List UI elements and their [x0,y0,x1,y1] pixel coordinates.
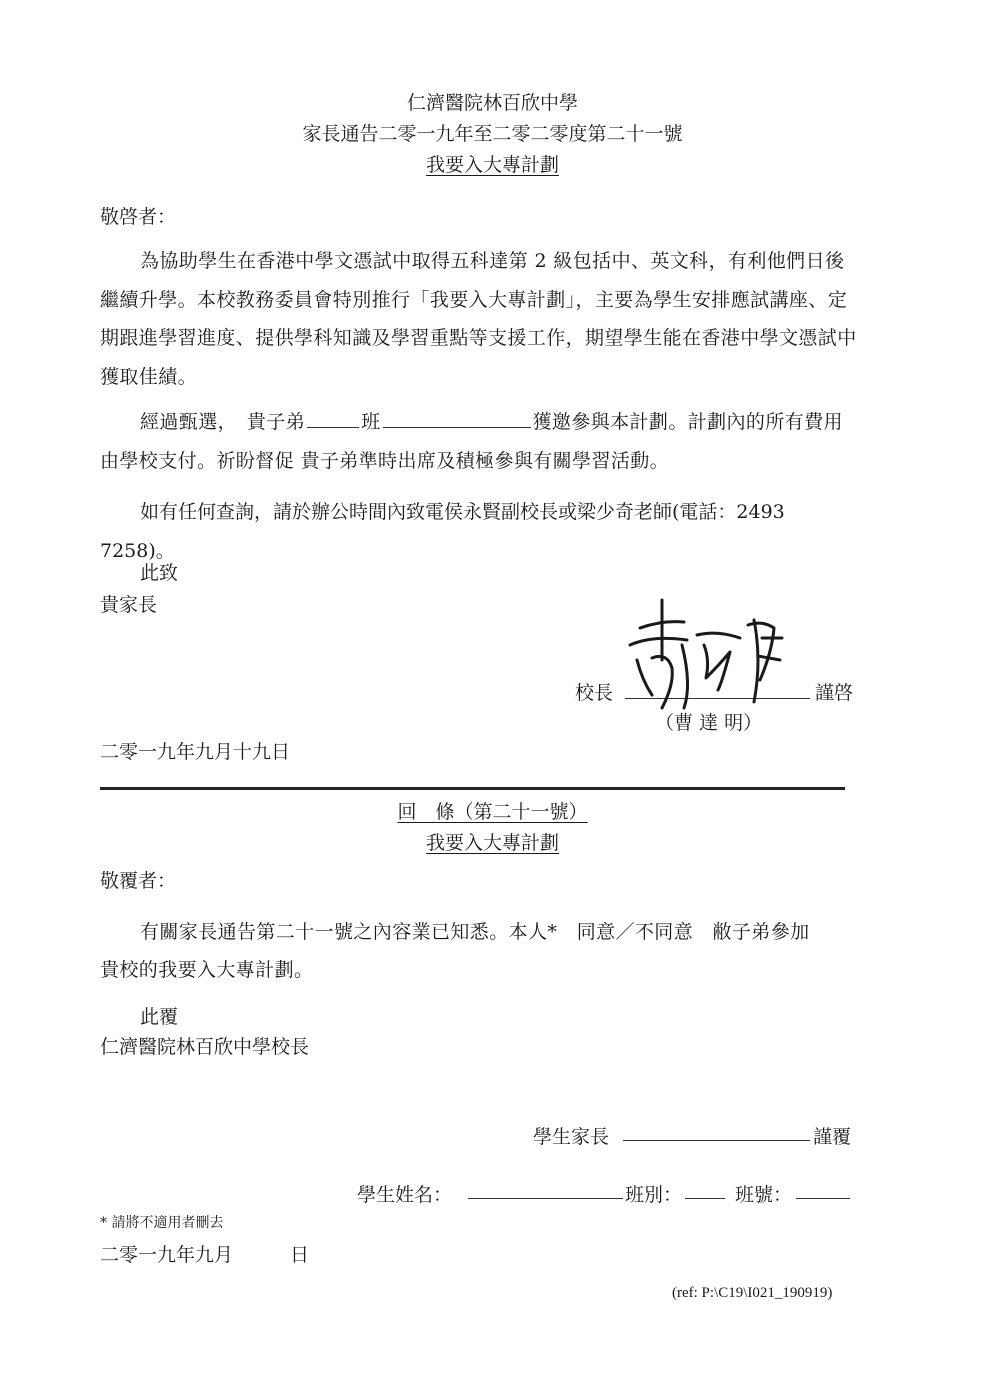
student-name-label: 學生姓名： [357,1184,453,1206]
class-field[interactable] [685,1198,725,1199]
parent-signature-line[interactable] [623,1140,810,1141]
reply-slip-title: 回 條（第二十一號） [397,801,588,823]
reply-closing-1: 此覆 [140,1006,179,1028]
reply-body-line-2: 貴校的我要入大專計劃。 [100,959,314,981]
salutation: 敬啓者： [100,206,177,228]
signature-suffix: 謹啓 [815,682,854,704]
paragraph-1: 為協助學生在香港中學文憑試中取得五科達第 2 級包括中、英文科，有利他們日後繼續升學。本校教務委員會特別推行「我要入大專計劃」，主要為學生安排應試講座、定期跟進學習進度、提供學科知識及學習重點等支援工作，期望學生能在香港中學文憑試中獲取佳績。 [100,250,857,388]
closing-2: 貴家長 [100,594,158,616]
reply-body-line-1: 有關家長通告第二十一號之內容業已知悉。本人* 同意／不同意 敝子弟參加 [140,921,810,943]
school-name: 仁濟醫院林百欣中學 [406,92,578,114]
reply-salutation: 敬覆者： [100,870,177,892]
footnote: * 請將不適用者刪去 [100,1215,224,1231]
paragraph-3: 如有任何查詢，請於辦公時間內致電侯永賢副校長或梁少奇老師(電話：2493 7258)。 [100,501,785,562]
principal-label: 校長 [575,682,614,704]
tear-off-divider [100,787,845,790]
closing-1: 此致 [140,562,179,584]
parent-signature-suffix: 謹覆 [813,1126,852,1148]
notice-title: 家長通告二零一九年至二零二零度第二十一號 [302,123,683,145]
class-label: 班別： [625,1184,683,1206]
reply-closing-2: 仁濟醫院林百欣中學校長 [100,1036,310,1058]
handwritten-signature [622,590,792,715]
notice-date: 二零一九年九月十九日 [100,741,291,763]
principal-name: （曹 達 明） [655,712,763,734]
reply-slip-subtitle: 我要入大專計劃 [425,832,559,854]
student-name-blank [383,409,531,428]
class-number-label: 班號： [735,1184,793,1206]
paragraph-2: 經過甄選， 貴子弟 班 獲邀參與本計劃。計劃內的所有費用由學校支付。祈盼督促 貴子弟準時出席及積極參與有關學習活動。 [100,411,843,472]
student-name-field[interactable] [468,1198,623,1199]
reply-date: 二零一九年九月 日 [100,1244,310,1266]
class-number-field[interactable] [796,1198,850,1199]
scheme-title: 我要入大專計劃 [425,154,559,176]
reference-code: (ref: P:\C19\I021_190919) [672,1285,833,1301]
parent-signature-label: 學生家長 [533,1126,610,1148]
class-blank [307,409,359,428]
